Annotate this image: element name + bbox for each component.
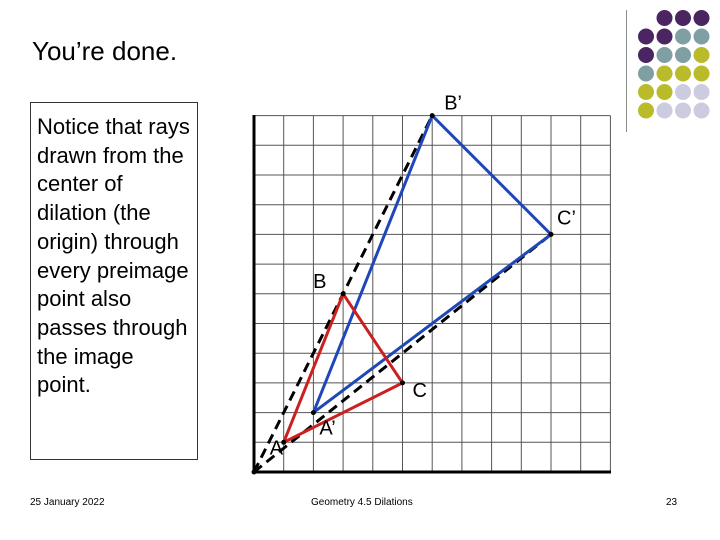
note-text: Notice that rays drawn from the center of dilation (the origin) through every preimage point also passes through the image point.	[37, 114, 190, 398]
slide-title: You’re done.	[32, 36, 178, 66]
decorative-dot	[657, 29, 673, 45]
decorative-dot	[675, 84, 691, 100]
decorative-dot	[638, 103, 654, 119]
decorative-dot	[657, 66, 673, 82]
label-b: B	[313, 270, 327, 293]
decorative-dot	[694, 84, 710, 100]
decorative-dot	[657, 103, 673, 119]
decorative-dot	[657, 10, 673, 26]
label-c: C	[412, 379, 427, 402]
decorative-dot	[657, 47, 673, 63]
decorative-dot	[638, 84, 654, 100]
decorative-dot	[675, 29, 691, 45]
footer-title: Geometry 4.5 Dilations	[311, 497, 413, 508]
decorative-dot	[675, 103, 691, 119]
label-a: A	[269, 437, 284, 460]
label-c2: C’	[557, 207, 576, 230]
decorative-dot	[694, 29, 710, 45]
label-b2: B’	[444, 92, 462, 115]
decorative-dot	[638, 47, 654, 63]
footer-date: 25 January 2022	[30, 497, 105, 508]
decorative-dot	[675, 10, 691, 26]
decorative-divider	[626, 10, 627, 132]
decorative-dot	[675, 66, 691, 82]
decorative-dot	[638, 29, 654, 45]
page-number: 23	[666, 497, 678, 508]
decorative-dot	[694, 47, 710, 63]
decorative-dot	[657, 84, 673, 100]
decorative-dot	[694, 10, 710, 26]
decorative-dot	[694, 103, 710, 119]
decorative-dot	[694, 66, 710, 82]
decorative-dot	[675, 47, 691, 63]
decorative-dot	[638, 66, 654, 82]
label-a2: A’	[319, 417, 336, 440]
